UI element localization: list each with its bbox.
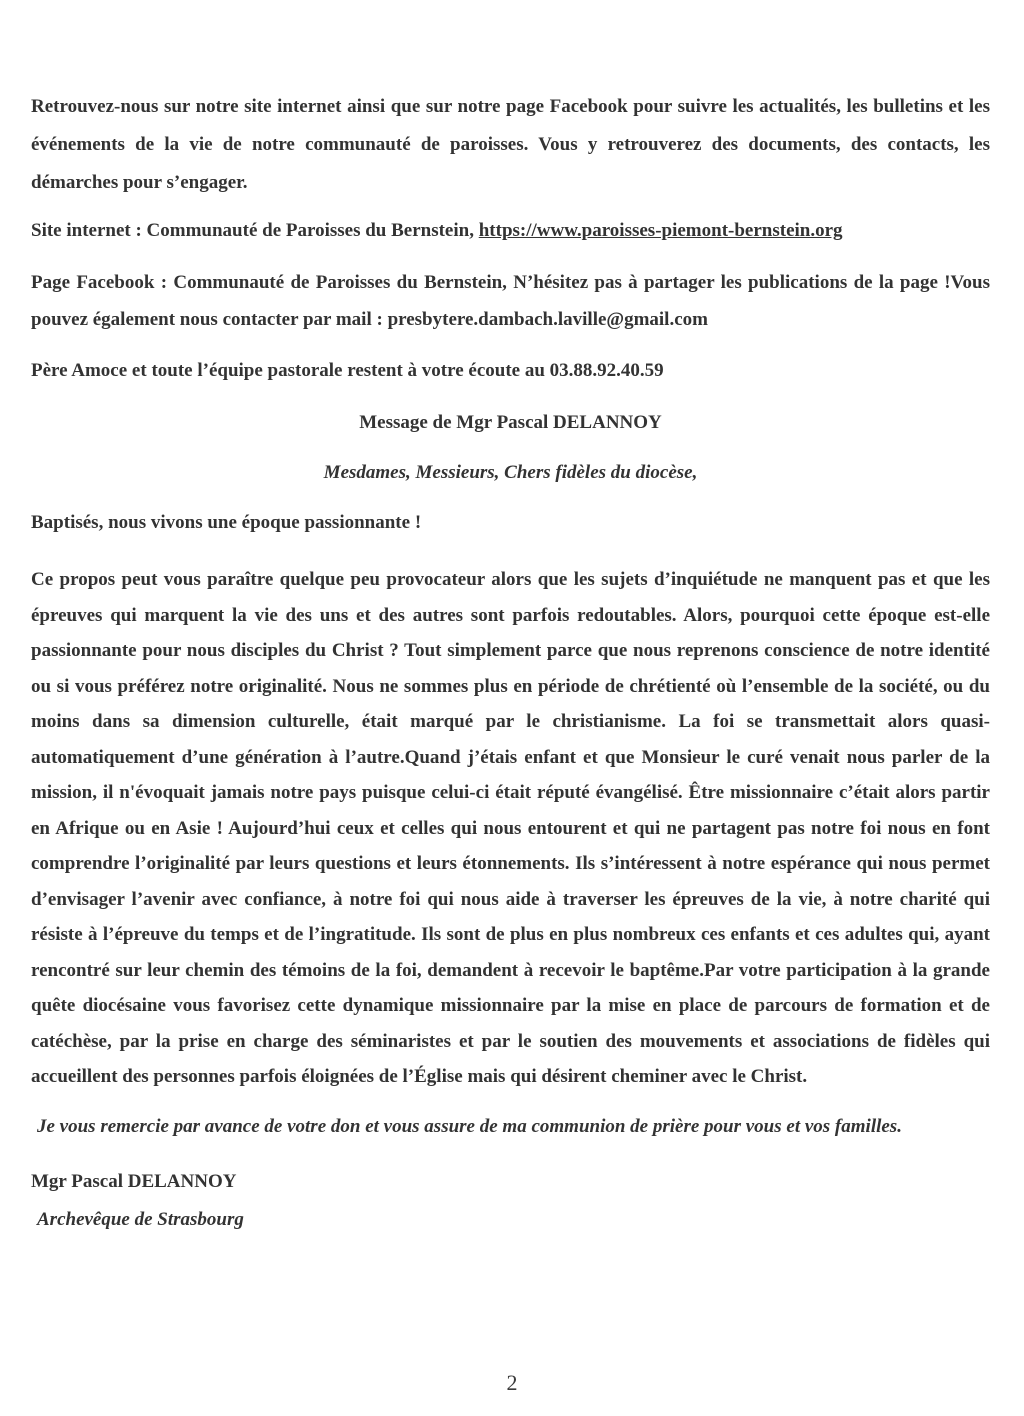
message-body: Ce propos peut vous paraître quelque peu provocateur alors que les sujets d’inquiétude ne manquent pas et que les épreuves qui marquent la vie des uns et des autres sont parfois redoutables. Alors, pourquoi cette époque est-elle passionnante pour nous disciples du Christ ? Tout simplement parce que nous reprenons conscience de notre identité ou si vous préférez notre originalité. Nous ne sommes plus en période de chrétienté où l’ensemble de la société, ou du moins dans sa dimension culturelle, était marqué par le christianisme. La foi se transmettait alors quasi-automatiquement d’une génération à l’autre.Quand j’étais enfant et que Monsieur le curé venait nous parler de la mission, il n'évoquait jamais notre pays puisque celui-ci était réputé évangélisé. Être missionnaire c’était alors partir en Afrique ou en Asie ! Aujourd’hui ceux et celles qui nous entourent et qui ne partagent pas notre foi nous en font comprendre l’originalité par leurs questions et leurs étonnements. Ils s’intéressent à notre espérance qui nous permet d’envisager l’avenir avec confiance, à notre foi qui nous aide à traverser les épreuves de la vie, à notre charité qui résiste à l’épreuve du temps et de l’ingratitude. Ils sont de plus en plus nombreux ces enfants et ces adultes qui, ayant rencontré sur leur chemin des témoins de la foi, demandent à recevoir le baptême.Par votre participation à la grande quête diocésaine vous favorisez cette dynamique missionnaire par la mise en place de parcours de formation et de catéchèse, par la prise en charge des séminaristes et par le soutien des mouvements et associations de fidèles qui accueillent des personnes parfois éloignées de l’Église mais qui désirent cheminer avec le Christ. — [31, 569, 990, 1087]
phone-number: 03.88.92.40.59 — [549, 360, 664, 381]
facebook-paragraph — [31, 264, 990, 338]
intro-paragraph: Retrouvez-nous sur notre site internet ainsi que sur notre page Facebook pour suivre les actualités, les bulletins et les événements de la vie de notre communauté de paroisses. Vous y retrouverez des documents, des contacts, les démarches pour s’engager. — [31, 96, 990, 193]
opening-line: Baptisés, nous vivons une époque passionnante ! — [31, 512, 422, 533]
page-number: 2 — [506, 1370, 518, 1395]
facebook-text: Page Facebook : Communauté de Paroisses du Bernstein, N’hésitez pas à partager les publications de la page !Vous pouvez également nous contacter par mail : — [31, 272, 990, 330]
contact-line — [31, 352, 990, 389]
contact-text: Père Amoce et toute l’équipe pastorale restent à votre écoute au — [31, 360, 550, 381]
website-link[interactable]: https://www.paroisses-piemont-bernstein.org — [478, 220, 843, 241]
signature-role: Archevêque de Strasbourg — [37, 1208, 244, 1230]
thanks-line: Je vous remercie par avance de votre don et vous assure de ma communion de prière pour vous et vos familles. — [37, 1115, 902, 1137]
signature-name: Mgr Pascal DELANNOY — [31, 1170, 237, 1192]
email-address: presbytere.dambach.laville@gmail.com — [387, 309, 708, 330]
website-label: Site internet : Communauté de Paroisses du Bernstein, — [31, 220, 479, 241]
website-line — [31, 212, 990, 249]
salutation-line: Mesdames, Messieurs, Chers fidèles du diocèse, — [323, 462, 698, 483]
message-heading: Message de Mgr Pascal DELANNOY — [359, 412, 662, 433]
